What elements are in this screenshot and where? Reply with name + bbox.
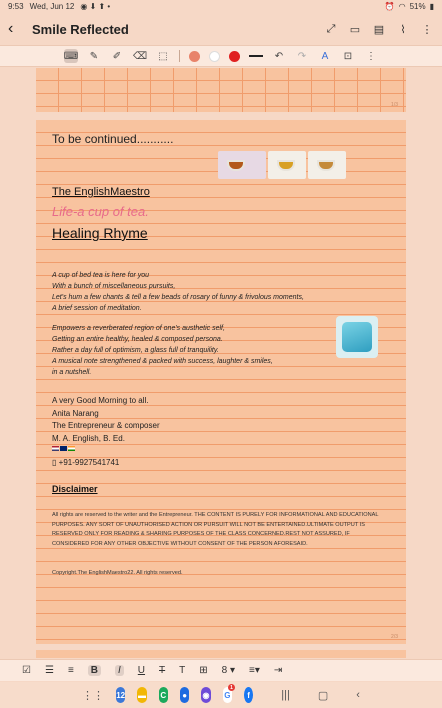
redo-icon[interactable]: ↷ bbox=[297, 50, 307, 62]
poem-stanza-1 bbox=[52, 270, 352, 314]
teacup-image bbox=[268, 151, 306, 179]
app-drawer-icon[interactable]: ⋮⋮ bbox=[82, 689, 104, 702]
bullet-list-icon[interactable]: ≡ bbox=[67, 665, 74, 676]
underline-button[interactable]: U bbox=[137, 665, 146, 676]
poem-line: Getting an entire healthy, healed & composed persona. bbox=[52, 336, 223, 343]
strikethrough-button[interactable]: T bbox=[159, 665, 166, 676]
page-number: 1/3 bbox=[391, 102, 398, 108]
navigation-bar bbox=[0, 682, 442, 708]
note-page-2[interactable] bbox=[36, 120, 406, 644]
color-red-swatch[interactable] bbox=[229, 51, 240, 62]
calendar-day: 12 bbox=[116, 690, 126, 700]
checkbox-list-icon[interactable]: ☑ bbox=[22, 665, 31, 676]
bold-button[interactable]: B bbox=[88, 665, 101, 676]
battery-level: 51% bbox=[409, 2, 426, 11]
back-arrow-icon[interactable]: ‹ bbox=[8, 20, 14, 37]
status-time: 9:53 bbox=[8, 2, 24, 11]
video-app-icon[interactable]: ◉ bbox=[201, 687, 210, 703]
glass-image[interactable] bbox=[336, 316, 378, 358]
note-title[interactable]: Smile Reflected bbox=[32, 21, 129, 37]
disclaimer-text: All rights are reserved to the writer and the Entrepreneur. THE CONTENT IS PURELY FOR INFORMATIONAL AND EDUCATIONAL PURPOSES. ANY SORT OF UNAUTHORISED ACTION OR PURSUIT WILL NOT BE ENTERTAINED.ULTIMATE OUTPUT IS RESERVED ONLY FOR READING & SHARING PURPOSES OF THE CLASS CONCERNED.REST NOT ASSURED, IF CONSIDERED FOR ANY OTHER OBJECTIVE WITHOUT CONSENT OF THE PERSON AFORESAID. bbox=[52, 512, 379, 547]
book-view-icon[interactable]: ▭ bbox=[349, 23, 361, 36]
phone-number bbox=[52, 458, 119, 467]
note-page-3[interactable] bbox=[36, 650, 406, 658]
disclaimer-heading: Disclaimer bbox=[52, 484, 98, 494]
back-icon[interactable]: ‹ bbox=[356, 689, 360, 701]
italic-button[interactable]: I bbox=[115, 665, 124, 676]
note-page-1[interactable] bbox=[36, 68, 406, 112]
status-date: Wed, Jun 12 bbox=[29, 2, 75, 11]
font-style-icon[interactable]: ⊞ bbox=[199, 665, 208, 676]
home-icon[interactable]: ▢ bbox=[317, 689, 329, 702]
calendar-app-icon[interactable] bbox=[116, 687, 125, 703]
flag-uk-icon bbox=[60, 446, 67, 451]
poem-stanza-2 bbox=[52, 323, 352, 378]
status-bar bbox=[0, 0, 442, 13]
author-degree: M. A. English, B. Ed. bbox=[52, 433, 125, 443]
poem-line: Let's hum a few chants & tell a few beads of rosary of funny & frivolous moments, bbox=[52, 294, 304, 301]
font-size-select[interactable]: 8 ▾ bbox=[221, 665, 236, 676]
indent-icon[interactable]: ⇥ bbox=[273, 665, 283, 676]
teacups-image[interactable] bbox=[218, 151, 346, 179]
author-role: The Entrepreneur & composer bbox=[52, 421, 160, 430]
reading-mode-icon[interactable]: ▤ bbox=[373, 23, 385, 36]
files-app-icon[interactable]: ▬ bbox=[137, 687, 146, 703]
phone-icon: ▯ bbox=[52, 458, 57, 467]
poem-line: A cup of bed tea is here for you bbox=[52, 272, 150, 279]
text-color-button[interactable]: T bbox=[179, 665, 186, 676]
page-number: 2/3 bbox=[391, 634, 398, 640]
alarm-icon: ⏰ bbox=[384, 2, 395, 11]
numbered-list-icon[interactable]: ☰ bbox=[44, 665, 54, 676]
font-size-value: 8 bbox=[221, 665, 228, 676]
poem-line: Rather a day full of optimism, a glass full of tranquility. bbox=[52, 347, 219, 354]
format-toolbar bbox=[0, 659, 442, 681]
author-name: Anita Narang bbox=[52, 408, 99, 418]
shape-icon[interactable]: ⊡ bbox=[343, 50, 353, 62]
attach-icon[interactable]: ⌇ bbox=[400, 23, 406, 36]
copyright-text: Copyright.The EnglishMaestro22. All rights reserved. bbox=[52, 570, 183, 576]
teacup-image bbox=[218, 151, 266, 179]
chat-app-icon[interactable]: C bbox=[159, 687, 168, 703]
flag-india-icon bbox=[68, 446, 75, 451]
keyboard-icon[interactable]: ⌨ bbox=[63, 50, 79, 62]
poem-line: in a nutshell. bbox=[52, 369, 92, 376]
stroke-width-icon[interactable] bbox=[249, 55, 263, 57]
color-salmon-swatch[interactable] bbox=[189, 51, 200, 62]
poem-line: A brief session of meditation. bbox=[52, 305, 142, 312]
align-icon[interactable]: ≡▾ bbox=[249, 665, 260, 676]
wifi-icon: ◠ bbox=[398, 2, 406, 11]
poem-body bbox=[52, 270, 352, 387]
toolbar-divider bbox=[179, 50, 180, 62]
brand-name: The EnglishMaestro bbox=[52, 186, 150, 198]
eraser-icon[interactable]: ⌫ bbox=[132, 50, 148, 62]
expand-icon[interactable]: ⤢ bbox=[326, 22, 336, 35]
greeting: A very Good Morning to all. bbox=[52, 396, 149, 405]
poem-line: Empowers a reverberated region of one's austhetic self, bbox=[52, 325, 225, 332]
undo-icon[interactable]: ↶ bbox=[274, 50, 284, 62]
poem-line: With a bunch of miscellaneous pursuits, bbox=[52, 283, 176, 290]
more-options-icon[interactable]: ⋮ bbox=[421, 23, 433, 36]
text-style-icon[interactable]: A bbox=[321, 50, 329, 62]
pen-toolbar bbox=[0, 45, 442, 67]
facebook-app-icon[interactable]: f bbox=[244, 687, 253, 703]
poem-line: A musical note strengthened & packed with success, laughter & smiles, bbox=[52, 358, 273, 365]
to-be-continued: To be continued........... bbox=[52, 132, 174, 146]
flag-icons bbox=[52, 446, 75, 451]
pen-icon[interactable]: ✎ bbox=[89, 50, 99, 62]
tagline: Life-a cup of tea. bbox=[52, 204, 149, 219]
signature-block bbox=[52, 395, 160, 445]
notification-icons: ◉ ⬇ ⬆ • bbox=[80, 2, 111, 11]
messages-app-icon[interactable]: ● bbox=[180, 687, 189, 703]
phone-text: +91-9927541741 bbox=[58, 458, 120, 467]
app-bar bbox=[0, 14, 442, 44]
google-app-icon[interactable]: G 1 bbox=[223, 687, 232, 703]
recents-icon[interactable]: ||| bbox=[281, 689, 290, 701]
poem-title: Healing Rhyme bbox=[52, 225, 148, 241]
more-tools-icon[interactable]: ⋮ bbox=[366, 50, 376, 62]
notification-badge: 1 bbox=[228, 684, 235, 691]
highlighter-icon[interactable]: ✐ bbox=[112, 50, 122, 62]
teacup-image bbox=[308, 151, 346, 179]
lasso-select-icon[interactable]: ⬚ bbox=[158, 50, 168, 62]
battery-icon: ▮ bbox=[429, 2, 434, 11]
color-white-swatch[interactable] bbox=[209, 51, 220, 62]
flag-usa-icon bbox=[52, 446, 59, 451]
